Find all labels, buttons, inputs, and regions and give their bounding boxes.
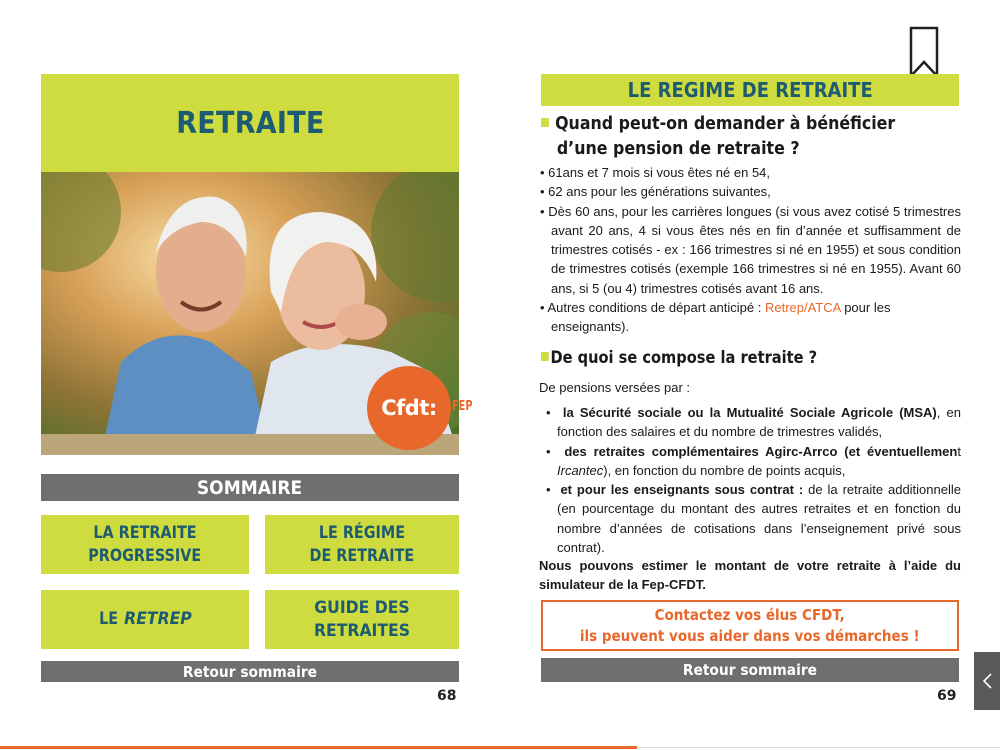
bullet-square-icon — [541, 118, 549, 127]
retour-sommaire-label: Retour sommaire — [182, 662, 318, 681]
tile-regime-de-retraite[interactable] — [265, 515, 459, 574]
page-number-right: 69 — [937, 688, 957, 704]
pension-intro — [539, 378, 961, 397]
list-item: • Autres conditions de départ anticipé : Retrep/ATCA pour les enseignants). — [540, 300, 891, 335]
sommaire-label: SOMMAIRE — [197, 476, 303, 499]
section-heading-label: LE REGIME DE RETRAITE — [627, 78, 873, 102]
section-heading — [541, 74, 959, 106]
bookmark-icon[interactable] — [909, 26, 939, 78]
tile-label: LE RÉGIME DE RETRAITE — [309, 522, 415, 566]
retrep-atca-link[interactable]: Retrep/ATCA — [764, 300, 841, 316]
reading-progress-track — [637, 747, 1000, 748]
chevron-left-icon — [981, 672, 993, 690]
reading-progress-bar — [0, 746, 637, 749]
retour-sommaire-label: Retour sommaire — [682, 661, 818, 679]
page-title: RETRAITE — [175, 105, 325, 141]
tile-label: LA RETRAITE PROGRESSIVE — [88, 522, 202, 566]
contact-line-2: ils peuvent vous aider dans vos démarches ! — [580, 626, 920, 645]
conditions-list — [539, 163, 961, 337]
page-number-left: 68 — [437, 688, 457, 704]
contact-callout — [541, 600, 959, 651]
tile-retraite-progressive[interactable] — [41, 515, 249, 574]
list-item: • et pour les enseignants sous contrat : de la retraite additionnelle (en pourcentage du montant des autres retraites et en fonction du nombre d’années de cotisations dans l’enseignement privé sous contrat). — [546, 482, 961, 556]
bullet-square-icon — [541, 352, 549, 361]
list-item: • 61ans et 7 mois si vous êtes né en 54, — [540, 165, 771, 180]
fep-logo-text: FEP — [452, 399, 473, 414]
retour-sommaire-button-right[interactable] — [541, 658, 959, 682]
simulator-note: Nous pouvons estimer le montant de votre retraite à l’aide du simulateur de la Fep-CFDT. — [539, 558, 961, 593]
page-title-box — [41, 74, 459, 172]
question-composition: De quoi se compose la retraite ? — [541, 348, 862, 368]
list-item: • des retraites complémentaires Agirc-Arrco (et éventuellement Ircantec), en fonction du nombre de points acquis, — [546, 443, 961, 478]
sommaire-header — [41, 474, 459, 501]
tile-label: LE RETREP — [99, 609, 192, 629]
list-item: • la Sécurité sociale ou la Mutualité Sociale Agricole (MSA), en fonction des salaires et du nombre de trimestres validés, — [546, 405, 961, 440]
composition-list — [539, 403, 961, 557]
cfdt-logo-text: Cfdt: — [381, 396, 437, 420]
list-item: • Dès 60 ans, pour les carrières longues (si vous avez cotisé 5 trimestres avant 20 ans, 4 si vous êtes nés en fin d’année et suffisamment de trimestres cotisés - ex : 166 trimestres si né en 1955) et sous condition de trimestres cotisés (exemple 166 trimestres si né en 1955). Avant 60 ans, si 5 (ou 4) trimestres cotisés avant 16 ans. — [540, 203, 961, 296]
cfdt-logo — [367, 366, 451, 450]
previous-page-button[interactable] — [974, 652, 1000, 710]
intro-text: De pensions versées par : — [539, 380, 691, 395]
contact-line-1: Contactez vos élus CFDT, — [654, 605, 846, 624]
tile-guide-des-retraites[interactable] — [265, 590, 459, 649]
list-item: • 62 ans pour les générations suivantes, — [540, 184, 771, 200]
question-when: Quand peut-on demander à bénéficier d’une pension de retraite ? — [541, 111, 871, 161]
tile-label: GUIDE DES RETRAITES — [314, 597, 410, 641]
retour-sommaire-button-left[interactable] — [41, 661, 459, 682]
tile-retrep[interactable] — [41, 590, 249, 649]
